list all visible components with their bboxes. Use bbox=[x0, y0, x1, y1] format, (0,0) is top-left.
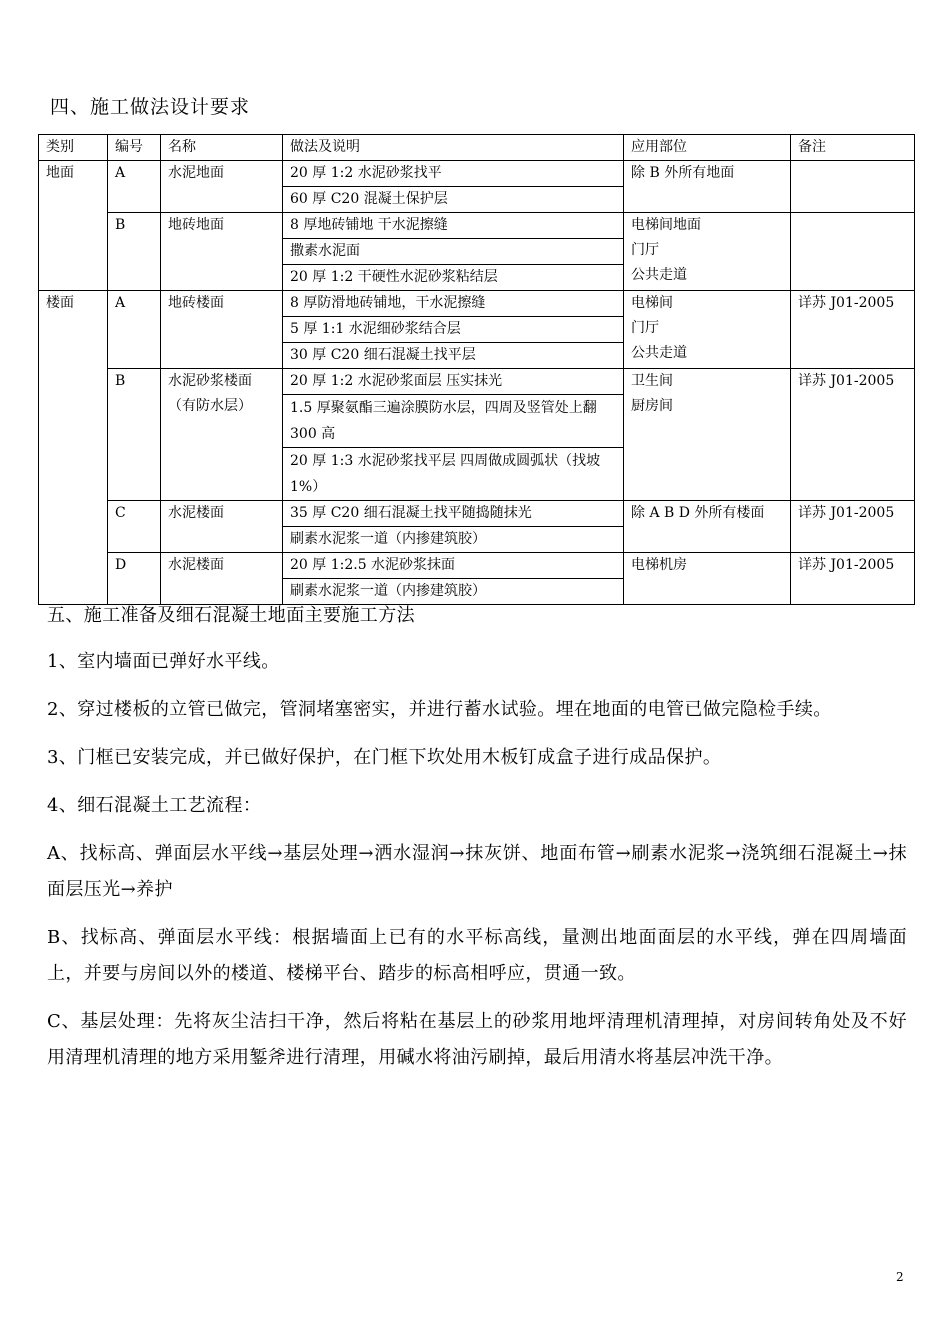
header-method: 做法及说明 bbox=[283, 135, 624, 161]
location-line: 电梯间 bbox=[631, 295, 673, 311]
code-cell: B bbox=[108, 213, 161, 291]
method-cell: 20 厚 1:2.5 水泥砂浆抹面 bbox=[283, 553, 624, 579]
method-cell: 30 厚 C20 细石混凝土找平层 bbox=[283, 343, 624, 369]
location-cell bbox=[624, 291, 791, 369]
method-cell: 1.5 厚聚氨酯三遍涂膜防水层，四周及竖管处上翻 300 高 bbox=[283, 395, 624, 448]
method-cell: 5 厚 1:1 水泥细砂浆结合层 bbox=[283, 317, 624, 343]
header-remark: 备注 bbox=[791, 135, 915, 161]
location-line: 公共走道 bbox=[631, 267, 687, 283]
construction-spec-table bbox=[38, 134, 915, 605]
section-5 bbox=[47, 598, 907, 1088]
code-cell: B bbox=[108, 369, 161, 501]
location-line: 公共走道 bbox=[631, 345, 687, 361]
code-cell: A bbox=[108, 161, 161, 213]
code-cell: C bbox=[108, 501, 161, 553]
remark-cell: 详苏 J01-2005 bbox=[791, 291, 915, 369]
table-header-row bbox=[39, 135, 915, 161]
method-cell: 8 厚地砖铺地 干水泥擦缝 bbox=[283, 213, 624, 239]
code-cell: A bbox=[108, 291, 161, 369]
location-cell bbox=[624, 501, 791, 553]
table-row bbox=[39, 553, 915, 579]
method-cell: 撒素水泥面 bbox=[283, 239, 624, 265]
table-row bbox=[39, 161, 915, 187]
page-number: 2 bbox=[896, 1270, 904, 1284]
category-cell: 地面 bbox=[39, 161, 108, 291]
name-note: （有防水层） bbox=[168, 398, 252, 414]
remark-cell bbox=[791, 213, 915, 291]
location-cell bbox=[624, 369, 791, 501]
header-name: 名称 bbox=[161, 135, 283, 161]
name-cell: 地砖楼面 bbox=[161, 291, 283, 369]
table-row bbox=[39, 291, 915, 317]
table-row bbox=[39, 213, 915, 239]
method-cell: 8 厚防滑地砖铺地，干水泥擦缝 bbox=[283, 291, 624, 317]
paragraph: B、找标高、弹面层水平线：根据墙面上已有的水平标高线，量测出地面面层的水平线，弹在四周墙面上，并要与房间以外的楼道、楼梯平台、踏步的标高相呼应，贯通一致。 bbox=[47, 927, 907, 984]
name-line: 水泥砂浆楼面 bbox=[168, 373, 252, 389]
name-cell: 水泥楼面 bbox=[161, 501, 283, 553]
header-location: 应用部位 bbox=[624, 135, 791, 161]
table-row bbox=[39, 369, 915, 395]
location-cell bbox=[624, 213, 791, 291]
category-cell: 楼面 bbox=[39, 291, 108, 605]
location-line: 电梯机房 bbox=[631, 557, 687, 573]
location-cell bbox=[624, 553, 791, 605]
remark-cell: 详苏 J01-2005 bbox=[791, 553, 915, 605]
location-line: 电梯间地面 bbox=[631, 217, 701, 233]
paragraph: 4、细石混凝土工艺流程： bbox=[47, 795, 262, 816]
location-line: 门厅 bbox=[631, 242, 659, 258]
location-line: 门厅 bbox=[631, 320, 659, 336]
location-cell bbox=[624, 161, 791, 213]
location-line: 除 B 外所有地面 bbox=[631, 165, 735, 181]
header-code: 编号 bbox=[108, 135, 161, 161]
name-cell: 地砖地面 bbox=[161, 213, 283, 291]
header-category: 类别 bbox=[39, 135, 108, 161]
paragraph: 3、门框已安装完成，并已做好保护，在门框下坎处用木板钉成盒子进行成品保护。 bbox=[47, 747, 722, 768]
location-line: 除 A B D 外所有楼面 bbox=[631, 505, 765, 521]
remark-cell: 详苏 J01-2005 bbox=[791, 501, 915, 553]
paragraph: 1、室内墙面已弹好水平线。 bbox=[47, 651, 280, 672]
remark-cell bbox=[791, 161, 915, 213]
code-cell: D bbox=[108, 553, 161, 605]
name-cell: 水泥地面 bbox=[161, 161, 283, 213]
section-4-title: 四、施工做法设计要求 bbox=[50, 96, 251, 118]
name-cell: 水泥楼面 bbox=[161, 553, 283, 605]
location-line: 厨房间 bbox=[631, 398, 673, 414]
paragraph: 2、穿过楼板的立管已做完，管洞堵塞密实，并进行蓄水试验。埋在地面的电管已做完隐检手续。 bbox=[47, 699, 832, 720]
method-cell: 35 厚 C20 细石混凝土找平随捣随抹光 bbox=[283, 501, 624, 527]
section-5-title: 五、施工准备及细石混凝土地面主要施工方法 bbox=[47, 605, 415, 626]
paragraph: C、基层处理：先将灰尘洁扫干净，然后将粘在基层上的砂浆用地坪清理机清理掉，对房间转角处及不好用清理机清理的地方采用錾斧进行清理，用碱水将油污刷掉，最后用清水将基层冲洗干净。 bbox=[47, 1011, 907, 1068]
method-cell: 刷素水泥浆一道（内掺建筑胶） bbox=[283, 527, 624, 553]
method-cell: 20 厚 1:3 水泥砂浆找平层 四周做成圆弧状（找坡 1%） bbox=[283, 448, 624, 501]
method-cell: 刷素水泥浆一道（内掺建筑胶） bbox=[283, 579, 624, 605]
method-cell: 20 厚 1:2 水泥砂浆面层 压实抹光 bbox=[283, 369, 624, 395]
name-cell bbox=[161, 369, 283, 501]
method-cell: 20 厚 1:2 水泥砂浆找平 bbox=[283, 161, 624, 187]
method-cell: 60 厚 C20 混凝土保护层 bbox=[283, 187, 624, 213]
method-cell: 20 厚 1:2 干硬性水泥砂浆粘结层 bbox=[283, 265, 624, 291]
remark-cell: 详苏 J01-2005 bbox=[791, 369, 915, 501]
paragraph: A、找标高、弹面层水平线→基层处理→洒水湿润→抹灰饼、地面布管→刷素水泥浆→浇筑细石混凝土→抹面层压光→养护 bbox=[47, 843, 907, 900]
location-line: 卫生间 bbox=[631, 373, 673, 389]
table-row bbox=[39, 501, 915, 527]
